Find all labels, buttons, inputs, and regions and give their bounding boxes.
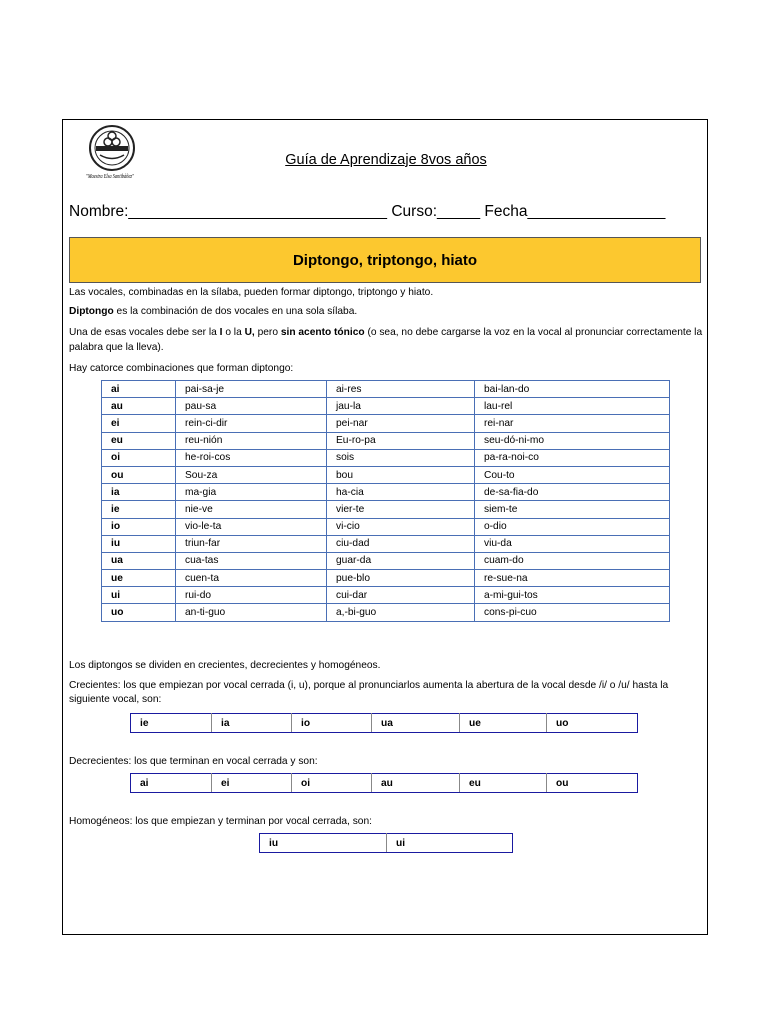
table-row xyxy=(102,501,670,518)
example-cell: Eu-ro-pa xyxy=(327,432,475,449)
example-cell: pa-ra-noi-co xyxy=(475,449,670,466)
intro-paragraph-2: Diptongo es la combinación de dos vocales en una sola sílaba. xyxy=(69,306,358,317)
example-cell: reu-nión xyxy=(176,432,327,449)
banner-title: Diptongo, triptongo, hiato xyxy=(292,251,478,269)
example-cell: seu-dó-ni-mo xyxy=(475,432,670,449)
example-cell: re-sue-na xyxy=(475,570,670,587)
classification-intro: Los diptongos se dividen en crecientes, decrecientes y homogéneos. xyxy=(69,660,381,671)
example-cell: vier-te xyxy=(327,501,475,518)
example-cell: pai-sa-je xyxy=(176,381,327,398)
intro-paragraph-3: Una de esas vocales debe ser la I o la U, pero sin acento tónico (o sea, no debe cargarse la voz en la vocal al pronunciar correctamente la palabra que la lleva). xyxy=(69,327,703,353)
decrecientes-cell: oi xyxy=(292,774,372,793)
example-cell: rui-do xyxy=(176,587,327,604)
example-cell: pue-blo xyxy=(327,570,475,587)
crecientes-cell: ue xyxy=(460,714,547,733)
example-cell: vio-le-ta xyxy=(176,518,327,535)
diphthong-cell: ai xyxy=(102,381,176,398)
diphthong-cell: ie xyxy=(102,501,176,518)
example-cell: a-mi-gui-tos xyxy=(475,587,670,604)
logo-text: "Maestra Elsa Santibáñez" xyxy=(86,173,135,180)
table-row xyxy=(102,604,670,621)
example-cell: rein-ci-dir xyxy=(176,415,327,432)
crecientes-cell: uo xyxy=(547,714,638,733)
example-cell: he-roi-cos xyxy=(176,449,327,466)
crecientes-row xyxy=(130,713,638,733)
table-row xyxy=(102,587,670,604)
crecientes-cell: ia xyxy=(212,714,292,733)
example-cell: viu-da xyxy=(475,535,670,552)
homogeneos-row xyxy=(259,833,513,853)
diphthong-cell: uo xyxy=(102,604,176,621)
example-cell: an-ti-guo xyxy=(176,604,327,621)
example-cell: nie-ve xyxy=(176,501,327,518)
decrecientes-cell: ou xyxy=(547,774,638,793)
example-cell: Cou-to xyxy=(475,466,670,483)
table-row xyxy=(102,552,670,569)
diphthong-cell: iu xyxy=(102,535,176,552)
example-cell: ha-cia xyxy=(327,484,475,501)
crecientes-cell: ie xyxy=(131,714,212,733)
example-cell: cua-tas xyxy=(176,552,327,569)
example-cell: ma-gia xyxy=(176,484,327,501)
diphthong-cell: ei xyxy=(102,415,176,432)
homogeneos-text: Homogéneos: los que empiezan y terminan por vocal cerrada, son: xyxy=(69,816,372,827)
example-cell: triun-far xyxy=(176,535,327,552)
decrecientes-cell: ai xyxy=(131,774,212,793)
decrecientes-cell: ei xyxy=(212,774,292,793)
intro-paragraph-4: Hay catorce combinaciones que forman diptongo: xyxy=(69,363,294,374)
decrecientes-cell: eu xyxy=(460,774,547,793)
example-cell: cons-pi-cuo xyxy=(475,604,670,621)
table-row xyxy=(102,449,670,466)
example-cell: cuam-do xyxy=(475,552,670,569)
example-cell: cui-dar xyxy=(327,587,475,604)
table-row xyxy=(102,432,670,449)
example-cell: pei-nar xyxy=(327,415,475,432)
document-title: Guía de Aprendizaje 8vos años xyxy=(285,152,487,168)
diphthong-table xyxy=(101,380,670,622)
name-course-date-line: Nombre:______________________________ Curso:_____ Fecha________________ xyxy=(69,203,666,220)
example-cell: rei-nar xyxy=(475,415,670,432)
example-cell: cuen-ta xyxy=(176,570,327,587)
table-row xyxy=(102,398,670,415)
example-cell: siem-te xyxy=(475,501,670,518)
homogeneos-cell: ui xyxy=(387,834,513,853)
example-cell: ai-res xyxy=(327,381,475,398)
decrecientes-cell: au xyxy=(372,774,460,793)
example-cell: lau-rel xyxy=(475,398,670,415)
example-cell: guar-da xyxy=(327,552,475,569)
diphthong-cell: ua xyxy=(102,552,176,569)
example-cell: o-dio xyxy=(475,518,670,535)
crecientes-text: Crecientes: los que empiezan por vocal cerrada (i, u), porque al pronunciarlos aumenta la abertura de la vocal desde /i/ o /u/ hasta la siguiente vocal, son: xyxy=(69,680,669,705)
diphthong-cell: ia xyxy=(102,484,176,501)
table-row xyxy=(102,381,670,398)
diphthong-table-wrap xyxy=(101,380,670,622)
table-row xyxy=(102,415,670,432)
table-row xyxy=(102,518,670,535)
table-row xyxy=(102,535,670,552)
intro-paragraph-1: Las vocales, combinadas en la sílaba, pueden formar diptongo, triptongo y hiato. xyxy=(69,287,434,298)
example-cell: pau-sa xyxy=(176,398,327,415)
homogeneos-cell: iu xyxy=(260,834,387,853)
example-cell: bou xyxy=(327,466,475,483)
section-banner xyxy=(69,237,701,283)
crecientes-cell: ua xyxy=(372,714,460,733)
diptongo-term: Diptongo xyxy=(69,306,114,317)
crecientes-cell: io xyxy=(292,714,372,733)
example-cell: Sou-za xyxy=(176,466,327,483)
example-cell: de-sa-fia-do xyxy=(475,484,670,501)
decrecientes-text: Decrecientes: los que terminan en vocal cerrada y son: xyxy=(69,756,318,767)
example-cell: sois xyxy=(327,449,475,466)
table-row xyxy=(102,570,670,587)
diphthong-cell: ou xyxy=(102,466,176,483)
diphthong-cell: ue xyxy=(102,570,176,587)
diphthong-cell: eu xyxy=(102,432,176,449)
example-cell: ciu-dad xyxy=(327,535,475,552)
diphthong-cell: io xyxy=(102,518,176,535)
table-row xyxy=(102,466,670,483)
diphthong-cell: au xyxy=(102,398,176,415)
example-cell: bai-lan-do xyxy=(475,381,670,398)
example-cell: vi-cio xyxy=(327,518,475,535)
example-cell: jau-la xyxy=(327,398,475,415)
table-row xyxy=(102,484,670,501)
diphthong-cell: oi xyxy=(102,449,176,466)
diphthong-cell: ui xyxy=(102,587,176,604)
example-cell: a,-bi-guo xyxy=(327,604,475,621)
decrecientes-row xyxy=(130,773,638,793)
